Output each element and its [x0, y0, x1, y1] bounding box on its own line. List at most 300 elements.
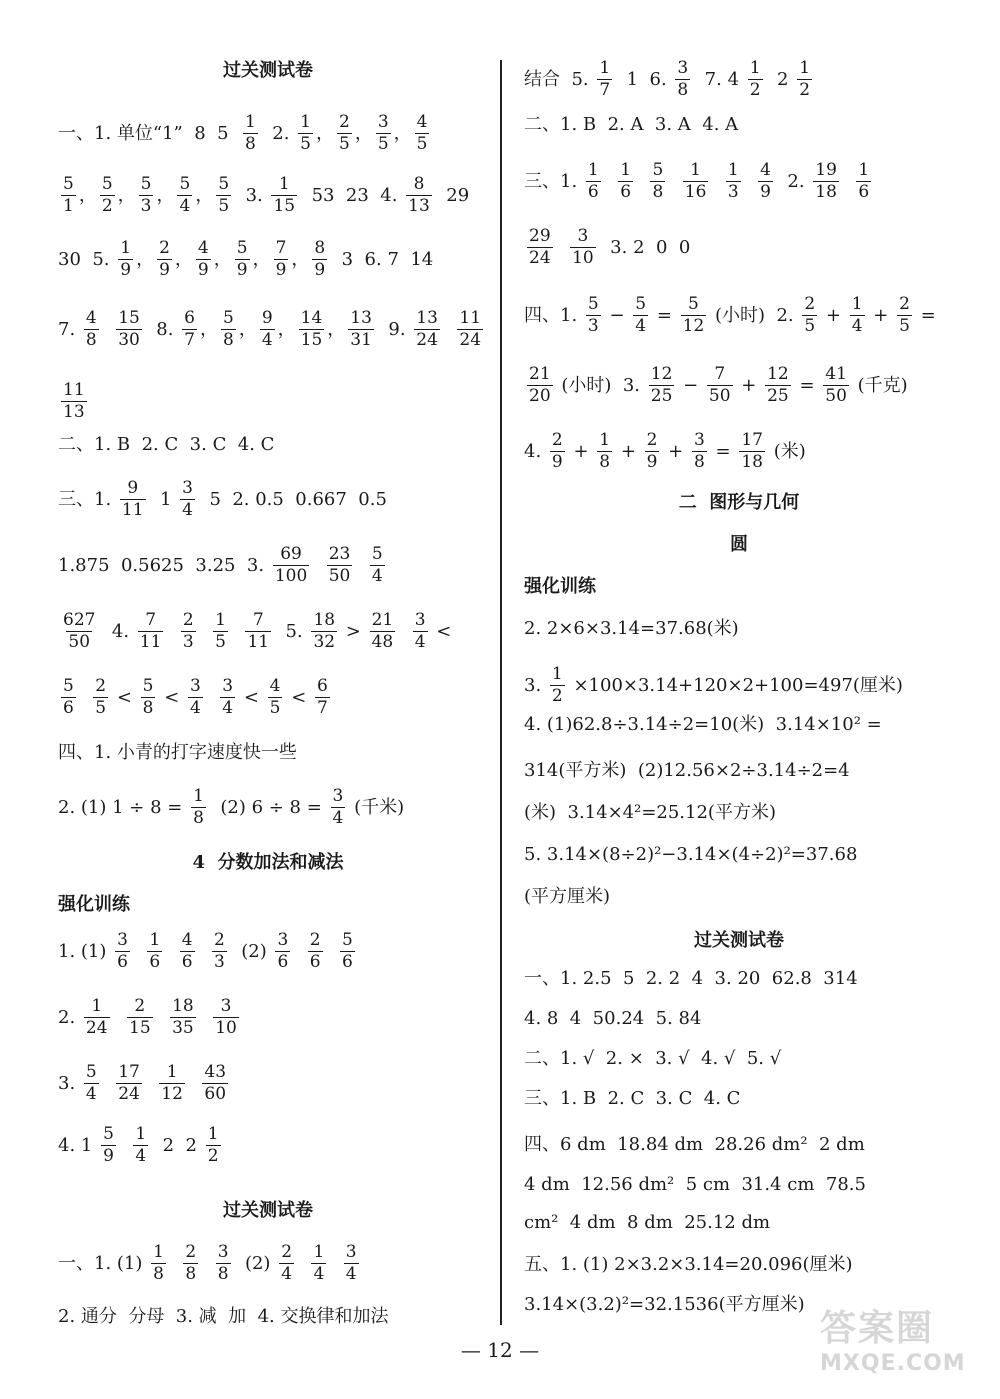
fraction-denominator: 18 [815, 182, 837, 202]
text-segment: 二、1. B 2. C 3. C 4. C [58, 434, 275, 455]
fraction-numerator: 8 [413, 174, 425, 194]
fraction-numerator: 2 [281, 1242, 293, 1262]
text-segment: ， [156, 184, 175, 206]
fraction [260, 310, 275, 349]
fraction [312, 240, 327, 279]
fraction-denominator: 6 [149, 952, 161, 972]
fraction-numerator: 17 [118, 1062, 140, 1082]
fraction [618, 162, 633, 201]
fraction-denominator: 24 [85, 1018, 108, 1038]
fraction-denominator: 10 [572, 248, 594, 268]
fraction-denominator: 9 [314, 260, 326, 280]
fraction [243, 114, 258, 153]
text-segment [113, 1007, 124, 1029]
fraction [235, 240, 250, 279]
left-line-16 [58, 998, 478, 1037]
text-segment [443, 319, 454, 341]
left-line-20 [58, 1244, 478, 1283]
right-line-12 [524, 714, 954, 736]
fraction-denominator: 3 [727, 182, 739, 202]
fraction [308, 932, 323, 971]
text-segment: 二、1. √ 2. × 3. √ 4. √ 5. √ [524, 1048, 782, 1069]
left-line-7 [58, 480, 478, 519]
fraction-numerator: 23 [328, 544, 351, 564]
fraction [311, 1244, 326, 1283]
fraction-numerator: 2 [95, 676, 107, 696]
fraction-numerator: 4 [269, 676, 281, 696]
fraction-numerator: 1 [207, 1124, 219, 1144]
text-segment: 8. [144, 318, 180, 340]
text-segment: ， [136, 248, 155, 270]
fraction-denominator: 9 [760, 182, 771, 202]
fraction-denominator: 9 [120, 260, 132, 280]
text-segment: 4. [100, 620, 135, 642]
fraction-denominator: 32 [313, 632, 336, 652]
text-segment: 四、1. [524, 304, 583, 326]
left-line-17 [58, 1064, 478, 1103]
fraction-denominator: 3 [140, 196, 152, 216]
right-line-7 [524, 492, 954, 514]
text-segment [188, 1073, 199, 1095]
fraction [527, 366, 553, 405]
fraction [191, 788, 206, 827]
fraction-denominator: 7 [599, 80, 611, 100]
fraction-numerator: 11 [459, 308, 482, 328]
fraction [681, 296, 707, 335]
fraction [206, 1126, 221, 1165]
text-segment [326, 941, 337, 963]
right-line-18 [524, 968, 954, 990]
text-segment: ， [291, 248, 310, 270]
left-line-4 [58, 308, 482, 350]
fraction-denominator: 13 [408, 196, 430, 216]
fraction-denominator: 24 [459, 330, 482, 350]
fraction [202, 1064, 228, 1103]
right-line-3 [524, 228, 954, 267]
fraction-denominator: 4 [190, 698, 201, 718]
fraction-numerator: 1 [166, 1062, 178, 1082]
text-segment: (2) [229, 940, 273, 962]
text-segment: 4 分数加法和减法 [192, 852, 344, 873]
text-segment [198, 941, 209, 963]
fraction-denominator: 1 [63, 196, 74, 216]
text-segment: ， [327, 318, 346, 340]
right-line-25 [524, 1254, 954, 1276]
fraction [337, 114, 352, 153]
fraction-denominator: 5 [300, 134, 311, 154]
right-line-9 [524, 576, 954, 598]
fraction-denominator: 8 [599, 452, 611, 472]
fraction-denominator: 6 [117, 952, 128, 972]
fraction-numerator: 5 [85, 1062, 97, 1082]
text-segment [744, 171, 755, 193]
left-line-2 [58, 176, 478, 215]
fraction-denominator: 5 [218, 196, 230, 216]
text-segment [636, 171, 647, 193]
text-segment: 2. 2×6×3.14=37.68(米) [524, 618, 739, 639]
fraction [413, 612, 428, 651]
fraction-denominator: 48 [371, 632, 394, 652]
text-segment: < [238, 686, 265, 708]
fraction [159, 1064, 185, 1103]
right-line-2 [524, 162, 954, 201]
fraction-numerator: 7 [714, 364, 726, 384]
fraction-numerator: 4 [85, 308, 97, 328]
fraction-denominator: 10 [215, 1018, 237, 1038]
text-segment: 2. [58, 1006, 81, 1028]
fraction [726, 162, 741, 201]
text-segment: 强化训练 [58, 894, 130, 915]
fraction [157, 240, 172, 279]
fraction [141, 678, 156, 717]
fraction [216, 1244, 231, 1283]
text-segment: (米) 3.14×4²=25.12(平方米) [524, 802, 776, 823]
fraction [813, 162, 839, 201]
fraction [61, 612, 97, 651]
fraction [147, 932, 162, 971]
text-segment: 1. (1) [58, 940, 113, 962]
fraction-denominator: 25 [767, 386, 789, 406]
fraction-numerator: 1 [599, 430, 611, 450]
text-segment: ， [277, 318, 296, 340]
fraction-numerator: 1 [749, 58, 761, 78]
text-segment: 2 2 [151, 1134, 203, 1156]
text-segment [169, 1253, 180, 1275]
fraction-numerator: 1 [551, 664, 563, 684]
fraction [221, 310, 236, 349]
left-line-5 [58, 382, 478, 421]
fraction [327, 546, 353, 585]
fraction-denominator: 12 [161, 1084, 183, 1104]
fraction-denominator: 24 [118, 1084, 140, 1104]
fraction [100, 176, 115, 215]
fraction [127, 998, 153, 1037]
text-segment: 三、1. [524, 170, 583, 192]
fraction-denominator: 6 [620, 182, 632, 202]
text-segment: 7. 4 [693, 68, 745, 90]
text-segment: 5. 3.14×(8÷2)²−3.14×(4÷2)²=37.68 [524, 844, 858, 865]
fraction [765, 366, 791, 405]
fraction [180, 932, 195, 971]
fraction [245, 612, 271, 651]
fraction-denominator: 60 [204, 1084, 227, 1104]
left-line-21 [58, 1306, 478, 1328]
fraction-numerator: 3 [345, 1242, 357, 1262]
fraction [115, 932, 130, 971]
fraction-numerator: 5 [63, 174, 74, 194]
text-segment: ， [78, 184, 97, 206]
fraction [279, 1244, 294, 1283]
text-segment [556, 237, 567, 259]
fraction-denominator: 24 [529, 248, 551, 268]
text-segment [293, 941, 304, 963]
fraction-denominator: 3 [182, 632, 194, 652]
fraction [758, 162, 773, 201]
fraction-denominator: 18 [741, 452, 763, 472]
fraction-denominator: 8 [693, 452, 705, 472]
text-segment: < [285, 686, 312, 708]
fraction [116, 1064, 142, 1103]
text-segment [165, 941, 176, 963]
text-segment: 圆 [730, 534, 748, 555]
fraction [739, 432, 765, 471]
fraction-denominator: 5 [804, 316, 816, 336]
fraction [182, 310, 197, 349]
text-segment [711, 171, 722, 193]
fraction-denominator: 15 [129, 1018, 151, 1038]
text-segment [668, 171, 679, 193]
fraction-numerator: 1 [858, 160, 870, 180]
text-segment: ， [252, 248, 271, 270]
right-line-23 [524, 1174, 954, 1196]
fraction [675, 60, 690, 99]
fraction-denominator: 2 [799, 80, 811, 100]
fraction [797, 60, 812, 99]
fraction-denominator: 4 [179, 196, 191, 216]
text-segment: 314(平方米) (2)12.56×2÷3.14÷2=4 [524, 760, 850, 781]
left-line-6 [58, 434, 478, 456]
fraction-numerator: 1 [91, 996, 103, 1016]
fraction-denominator: 8 [217, 1264, 229, 1284]
fraction [707, 366, 733, 405]
fraction-numerator: 2 [646, 430, 658, 450]
fraction [550, 432, 565, 471]
fraction [315, 678, 330, 717]
fraction-numerator: 43 [204, 1062, 227, 1082]
watermark-line1: 答案圈 [820, 1308, 935, 1349]
fraction-denominator: 15 [300, 330, 323, 350]
fraction [133, 1126, 148, 1165]
fraction [84, 310, 99, 349]
text-segment [355, 555, 366, 577]
fraction [151, 1244, 166, 1283]
fraction-denominator: 4 [261, 330, 273, 350]
fraction [213, 612, 228, 651]
text-segment: 2. [260, 122, 296, 144]
fraction-numerator: 8 [314, 238, 326, 258]
fraction [344, 1244, 359, 1283]
fraction-numerator: 5 [652, 160, 664, 180]
fraction-numerator: 6 [184, 308, 195, 328]
text-segment: 53 23 4. [300, 184, 404, 206]
fraction-numerator: 5 [223, 308, 234, 328]
fraction-numerator: 3 [414, 610, 426, 630]
fraction-numerator: 5 [218, 174, 230, 194]
fraction-denominator: 11 [247, 632, 270, 652]
text-segment: ， [213, 248, 232, 270]
fraction-numerator: 2 [804, 294, 816, 314]
fraction-denominator: 50 [825, 386, 847, 406]
fraction [856, 162, 871, 201]
fraction [196, 240, 211, 279]
fraction-denominator: 5 [95, 698, 107, 718]
fraction [897, 296, 912, 335]
fraction-denominator: 25 [650, 386, 673, 406]
text-segment: ， [393, 122, 412, 144]
text-segment: = [709, 440, 737, 462]
fraction-numerator: 5 [587, 294, 599, 314]
fraction-numerator: 7 [252, 610, 264, 630]
fraction-denominator: 9 [197, 260, 209, 280]
fraction-denominator: 8 [193, 808, 204, 828]
text-segment [231, 621, 242, 643]
right-line-13 [524, 760, 954, 782]
fraction-numerator: 3 [190, 676, 201, 696]
text-segment [604, 171, 615, 193]
text-segment: 三、1. B 2. C 3. C 4. C [524, 1088, 741, 1109]
text-segment [156, 1007, 167, 1029]
fraction-numerator: 1 [245, 112, 256, 132]
fraction-numerator: 3 [117, 930, 128, 950]
text-segment: < [158, 686, 185, 708]
fraction-numerator: 1 [149, 930, 161, 950]
text-segment [206, 687, 217, 709]
fraction-denominator: 6 [309, 952, 321, 972]
fraction [683, 162, 709, 201]
left-line-18 [58, 1126, 478, 1165]
fraction-denominator: 8 [153, 1264, 164, 1284]
text-segment [199, 621, 210, 643]
fraction [139, 176, 154, 215]
fraction [850, 296, 865, 335]
text-segment: − [677, 374, 704, 396]
fraction [311, 612, 337, 651]
fraction-numerator: 18 [313, 610, 336, 630]
text-segment: (2) 6 ÷ 8 = [208, 796, 328, 818]
text-segment: ， [200, 318, 218, 340]
fraction-numerator: 41 [825, 364, 847, 384]
fraction-denominator: 11 [139, 632, 162, 652]
fraction-denominator: 5 [339, 134, 350, 154]
text-segment: 5 2. 0.5 0.667 0.5 [198, 488, 387, 510]
fraction-denominator: 8 [142, 698, 154, 718]
fraction [268, 678, 283, 717]
fraction-numerator: 5 [179, 174, 191, 194]
text-segment [312, 555, 323, 577]
fraction-numerator: 2 [159, 238, 170, 258]
page-number: — 12 — [460, 1338, 540, 1362]
fraction-numerator: 3 [577, 226, 589, 246]
text-segment: 9. [376, 318, 412, 340]
fraction-denominator: 6 [587, 182, 599, 202]
fraction [527, 228, 553, 267]
fraction-denominator: 6 [342, 952, 353, 972]
text-segment: 4 dm 12.56 dm² 5 cm 31.4 cm 78.5 [524, 1174, 866, 1195]
text-segment [201, 1253, 212, 1275]
fraction [120, 480, 146, 519]
fraction [406, 176, 432, 215]
fraction-numerator: 5 [342, 930, 353, 950]
text-segment: + [735, 374, 763, 396]
text-segment: 1.875 0.5625 3.25 3. [58, 554, 270, 576]
fraction-denominator: 4 [281, 1264, 293, 1284]
fraction [183, 1244, 198, 1283]
fraction-numerator: 1 [690, 160, 701, 180]
fraction-denominator: 12 [682, 316, 705, 336]
fraction-numerator: 4 [760, 160, 771, 180]
text-segment: 3. [524, 674, 547, 696]
text-segment [842, 171, 853, 193]
fraction-numerator: 2 [309, 930, 321, 950]
left-line-12 [58, 788, 478, 827]
fraction-numerator: 4 [197, 238, 209, 258]
fraction [550, 666, 565, 705]
fraction-denominator: 8 [223, 330, 234, 350]
fraction-numerator: 7 [275, 238, 287, 258]
fraction [299, 310, 325, 349]
fraction-numerator: 1 [851, 294, 863, 314]
fraction [331, 788, 346, 827]
fraction-denominator: 5 [416, 134, 428, 154]
text-segment [199, 1007, 210, 1029]
text-segment: 2 [765, 68, 795, 90]
watermark-line2: MXQE.COM [820, 1351, 966, 1376]
text-segment: > [340, 620, 367, 642]
fraction [692, 432, 707, 471]
fraction [212, 932, 227, 971]
fraction-numerator: 5 [140, 174, 152, 194]
right-line-8 [524, 534, 954, 556]
fraction-numerator: 627 [63, 610, 96, 630]
left-line-19 [58, 1200, 478, 1222]
fraction-numerator: 9 [261, 308, 273, 328]
fraction-denominator: 35 [172, 1018, 194, 1038]
left-line-3 [58, 240, 478, 279]
text-segment: 3. [58, 1072, 81, 1094]
text-segment: ， [117, 184, 136, 206]
text-segment: + [820, 304, 847, 326]
fraction-numerator: 2 [182, 610, 194, 630]
text-segment: (小时) 2. [709, 304, 800, 326]
fraction-numerator: 7 [145, 610, 157, 630]
fraction-denominator: 50 [708, 386, 731, 406]
left-line-11 [58, 742, 478, 764]
fraction [415, 114, 430, 153]
fraction-denominator: 6 [63, 698, 74, 718]
text-segment: ， [195, 184, 214, 206]
text-segment: 3.14×(3.2)²=32.1536(平方厘米) [524, 1294, 805, 1315]
fraction-denominator: 8 [85, 330, 97, 350]
fraction [273, 546, 309, 585]
fraction [213, 998, 239, 1037]
text-segment: (米) [767, 440, 806, 462]
fraction-numerator: 5 [142, 676, 154, 696]
fraction [348, 310, 374, 349]
text-segment: + [567, 440, 595, 462]
fraction [457, 310, 483, 349]
text-segment: + [662, 440, 689, 462]
fraction-numerator: 4 [416, 112, 428, 132]
fraction-numerator: 4 [181, 930, 193, 950]
fraction-denominator: 4 [851, 316, 863, 336]
fraction-numerator: 5 [63, 676, 74, 696]
right-line-10 [524, 618, 954, 640]
fraction-denominator: 9 [646, 452, 658, 472]
text-segment: 29 [434, 184, 470, 206]
fraction-denominator: 2 [551, 686, 563, 706]
text-segment: 结合 5. [524, 68, 595, 90]
fraction [61, 176, 76, 215]
fraction-denominator: 9 [159, 260, 170, 280]
fraction-denominator: 4 [85, 1084, 97, 1104]
fraction [61, 382, 87, 421]
fraction [298, 114, 313, 153]
fraction [376, 114, 391, 153]
text-segment: ， [238, 318, 257, 340]
fraction-denominator: 3 [587, 316, 599, 336]
right-line-6 [524, 432, 954, 471]
text-segment: (千克) [851, 374, 908, 396]
